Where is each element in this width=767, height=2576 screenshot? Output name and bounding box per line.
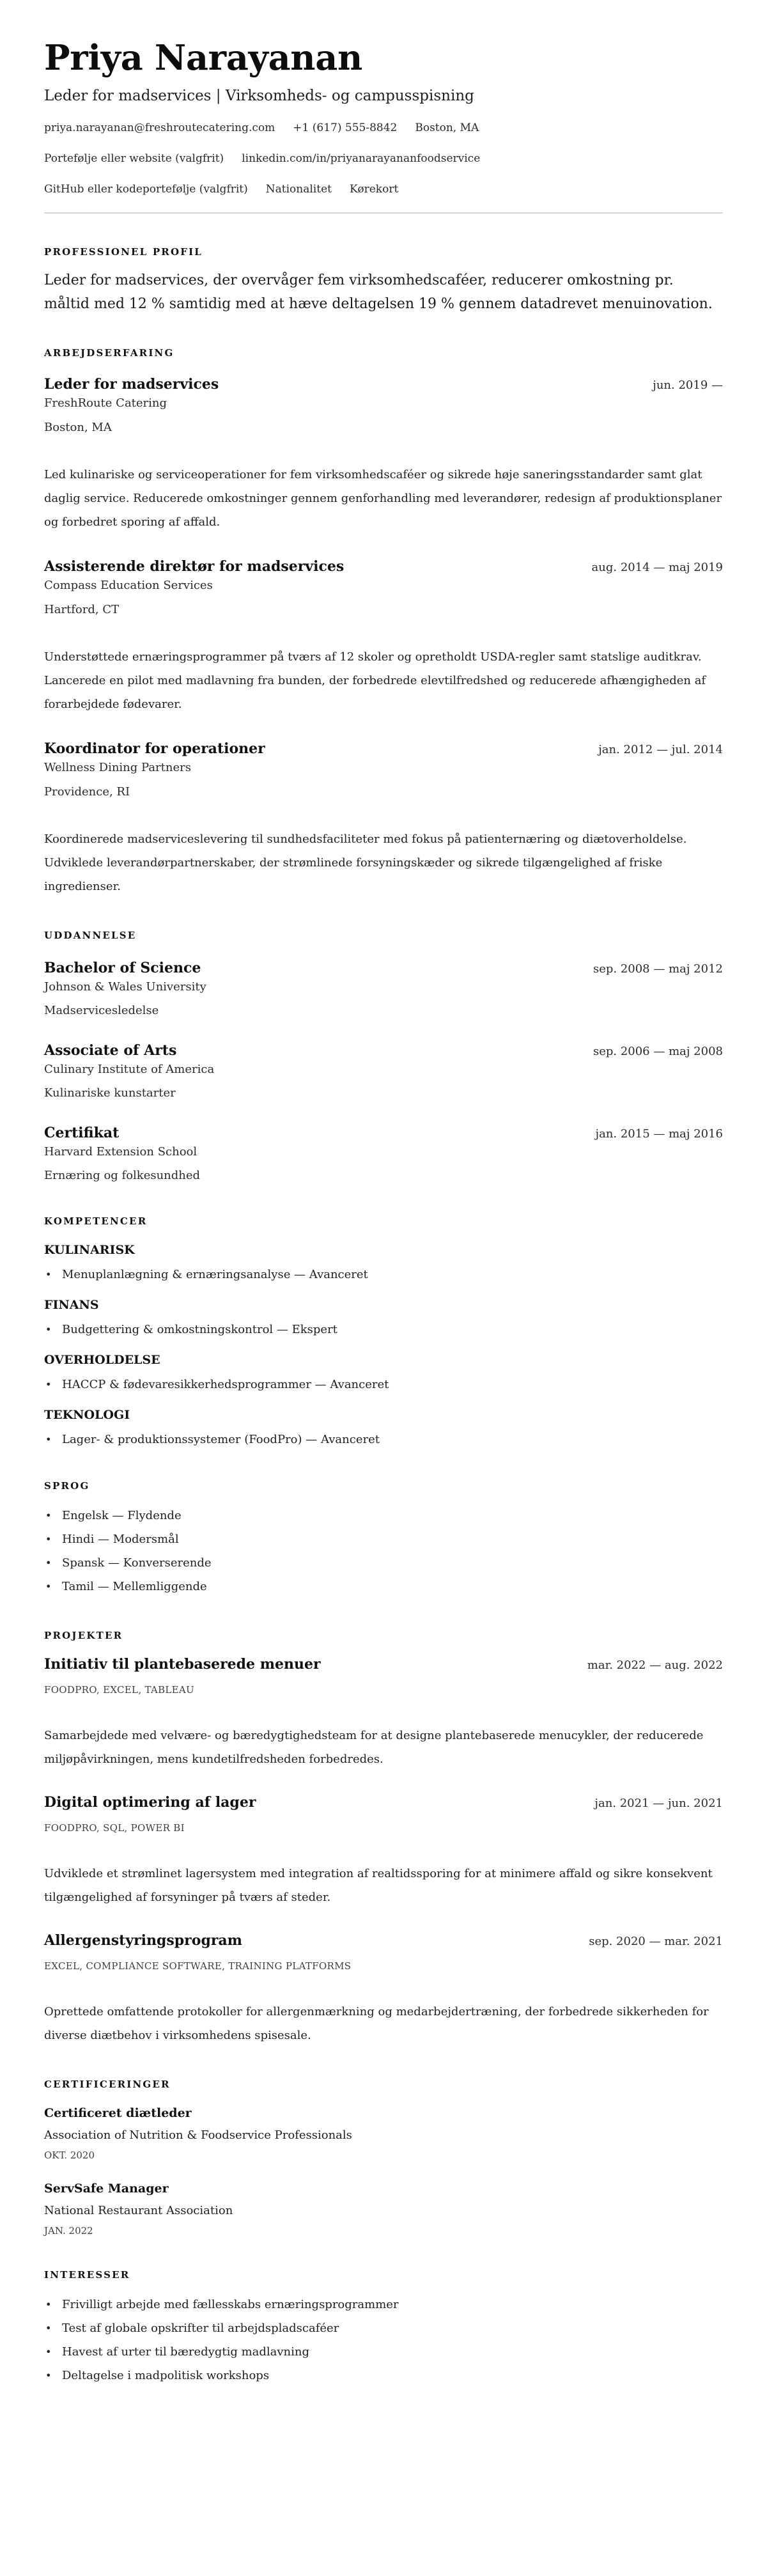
- project-tech-stack: FOODPRO, SQL, POWER BI: [44, 1822, 185, 1834]
- education-dates: sep. 2006 — maj 2008: [593, 1045, 723, 1058]
- contact-email[interactable]: priya.narayanan@freshroutecatering.com: [44, 121, 275, 134]
- interest-item: • Deltagelse i madpolitisk workshops: [44, 2364, 723, 2387]
- section-title-projects: PROJEKTER: [44, 1630, 123, 1641]
- job-location: Boston, MA: [44, 421, 112, 434]
- field-of-study: Ernæring og folkesundhed: [44, 1169, 201, 1182]
- interests-section: [44, 2268, 723, 2387]
- project-entry: [44, 1655, 723, 1771]
- project-name: Digital optimering af lager: [44, 1794, 256, 1811]
- field-of-study: Madservicesledelse: [44, 1004, 159, 1017]
- skill-group-technology: [44, 1407, 723, 1449]
- school-name: Johnson & Wales University: [44, 980, 206, 994]
- education-dates: sep. 2008 — maj 2012: [593, 962, 723, 976]
- contact-row-1: [44, 120, 723, 136]
- school-name: Culinary Institute of America: [44, 1063, 215, 1076]
- job-description: Led kulinariske og serviceoperationer for fem virksomhedscaféer og sikrede høje saneringsstandarder samt glat daglig service. Reducerede omkostninger gennem genforhandling med leverandører, redesign af produktionsplaner og forbedret sporing af affald.: [44, 468, 722, 529]
- resume-header: [44, 37, 723, 214]
- certification-date: JAN. 2022: [44, 2225, 93, 2236]
- skill-category: OVERHOLDELSE: [44, 1353, 160, 1367]
- experience-entry-header: [44, 557, 723, 576]
- languages-section: [44, 1479, 723, 1598]
- experience-entry-header: [44, 739, 723, 758]
- header-divider: [44, 212, 723, 214]
- section-title-languages: SPROG: [44, 1480, 90, 1492]
- project-tech-stack: EXCEL, COMPLIANCE SOFTWARE, TRAINING PLATFORMS: [44, 1960, 352, 1972]
- contact-block: [44, 120, 723, 197]
- contact-drivers-license: Kørekort: [349, 183, 399, 196]
- experience-entry-header: [44, 375, 723, 394]
- job-location: Hartford, CT: [44, 603, 120, 616]
- skill-item: • Menuplanlægning & ernæringsanalyse — Avanceret: [44, 1266, 723, 1284]
- project-entry: [44, 1931, 723, 2047]
- language-item: • Tamil — Mellemliggende: [44, 1575, 723, 1598]
- certification-issuer: National Restaurant Association: [44, 2204, 233, 2217]
- candidate-headline: Leder for madservices | Virksomheds- og campusspisning: [44, 88, 474, 104]
- contact-location: Boston, MA: [415, 121, 479, 134]
- candidate-name: Priya Narayanan: [44, 37, 362, 78]
- skill-item: • Budgettering & omkostningskontrol — Ekspert: [44, 1321, 723, 1339]
- project-name: Initiativ til plantebaserede menuer: [44, 1656, 321, 1673]
- contact-linkedin[interactable]: linkedin.com/in/priyanarayananfoodservice: [242, 152, 481, 165]
- certification-entry: [44, 2180, 723, 2238]
- degree-name: Certifikat: [44, 1125, 120, 1141]
- interest-item: • Frivilligt arbejde med fællesskabs ernæringsprogrammer: [44, 2293, 723, 2316]
- skill-category: FINANS: [44, 1298, 99, 1312]
- certification-name: Certificeret diætleder: [44, 2106, 192, 2120]
- experience-entry: [44, 375, 723, 534]
- skill-list: [44, 1376, 723, 1394]
- skill-item: • HACCP & fødevaresikkerhedsprogrammer — Avanceret: [44, 1376, 723, 1394]
- experience-section: [44, 347, 723, 898]
- education-entry: [44, 1041, 723, 1102]
- job-description: Koordinerede madserviceslevering til sundhedsfaciliteter med fokus på patienternæring og diætoverholdelse. Udviklede leverandørpartnerskaber, der strømlinede forsyningskæder og sikrede tilgængelighed af friske ingredienser.: [44, 832, 687, 893]
- education-section: [44, 929, 723, 1184]
- job-title: Assisterende direktør for madservices: [44, 558, 345, 575]
- job-location: Providence, RI: [44, 785, 130, 799]
- project-description: Udviklede et strømlinet lagersystem med integration af realtidssporing for at minimere affald og sikre konsekvent tilgængelighed af forsyninger på tværs af steder.: [44, 1867, 713, 1904]
- contact-portfolio[interactable]: Portefølje eller website (valgfrit): [44, 152, 224, 165]
- project-description: Oprettede omfattende protokoller for allergenmærkning og medarbejdertræning, der forbedrede sikkerheden for diverse diætbehov i virksomhedens spisesale.: [44, 2005, 709, 2042]
- skill-group-culinary: [44, 1242, 723, 1284]
- education-entry-header: [44, 1041, 723, 1060]
- job-dates: aug. 2014 — maj 2019: [591, 561, 723, 574]
- projects-section: [44, 1629, 723, 2047]
- education-entry: [44, 1123, 723, 1184]
- certification-issuer: Association of Nutrition & Foodservice Professionals: [44, 2128, 352, 2142]
- skill-list: [44, 1431, 723, 1449]
- project-entry-header: [44, 1931, 723, 1950]
- skill-list: [44, 1266, 723, 1284]
- job-company: FreshRoute Catering: [44, 396, 167, 410]
- language-list: [44, 1504, 723, 1598]
- contact-phone[interactable]: +1 (617) 555-8842: [293, 121, 398, 134]
- job-description: Understøttede ernæringsprogrammer på tværs af 12 skoler og opretholdt USDA-regler samt statslige auditkrav. Lancerede en pilot med madlavning fra bunden, der forbedrede elevtilfredshed og reducerede afhængigheden af forarbejdede fødevarer.: [44, 650, 706, 711]
- project-name: Allergenstyringsprogram: [44, 1932, 242, 1949]
- section-title-profile: PROFESSIONEL PROFIL: [44, 246, 203, 258]
- degree-name: Bachelor of Science: [44, 960, 201, 976]
- skill-list: [44, 1321, 723, 1339]
- project-description: Samarbejdede med velvære- og bæredygtighedsteam for at designe plantebaserede menucykler, der reducerede miljøpåvirkningen, mens kundetilfredsheden forbedredes.: [44, 1729, 704, 1766]
- skill-category: TEKNOLOGI: [44, 1408, 130, 1422]
- education-entry-header: [44, 1123, 723, 1143]
- section-title-education: UDDANNELSE: [44, 930, 137, 941]
- interest-item: • Test af globale opskrifter til arbejdspladscaféer: [44, 2316, 723, 2340]
- certification-entry: [44, 2105, 723, 2162]
- school-name: Harvard Extension School: [44, 1145, 198, 1159]
- education-entry-header: [44, 958, 723, 978]
- certification-name: ServSafe Manager: [44, 2182, 169, 2196]
- skill-group-finance: [44, 1297, 723, 1339]
- language-item: • Spansk — Konverserende: [44, 1551, 723, 1575]
- skills-section: [44, 1215, 723, 1449]
- profile-summary: Leder for madservices, der overvåger fem virksomhedscaféer, reducerer omkostning pr. måltid med 12 % samtidig med at hæve deltagelsen 19 % gennem datadrevet menuinovation.: [44, 272, 713, 312]
- interest-list: [44, 2293, 723, 2387]
- project-tech-stack: FOODPRO, EXCEL, TABLEAU: [44, 1684, 194, 1696]
- contact-github[interactable]: GitHub eller kodeportefølje (valgfrit): [44, 183, 248, 196]
- project-entry-header: [44, 1655, 723, 1674]
- contact-row-3: [44, 182, 723, 197]
- experience-entry: [44, 739, 723, 898]
- project-dates: jan. 2021 — jun. 2021: [594, 1797, 723, 1810]
- project-dates: mar. 2022 — aug. 2022: [587, 1659, 723, 1672]
- job-dates: jan. 2012 — jul. 2014: [598, 743, 723, 756]
- project-dates: sep. 2020 — mar. 2021: [589, 1935, 723, 1948]
- certifications-section: [44, 2078, 723, 2238]
- education-dates: jan. 2015 — maj 2016: [595, 1127, 723, 1141]
- project-entry: [44, 1793, 723, 1909]
- job-company: Wellness Dining Partners: [44, 761, 191, 774]
- field-of-study: Kulinariske kunstarter: [44, 1086, 176, 1100]
- job-dates: jun. 2019 —: [653, 379, 723, 392]
- job-title: Leder for madservices: [44, 376, 219, 393]
- contact-nationality: Nationalitet: [265, 183, 332, 196]
- contact-row-2: [44, 151, 723, 166]
- skill-category: KULINARISK: [44, 1243, 135, 1257]
- skill-item: • Lager- & produktionssystemer (FoodPro) — Avanceret: [44, 1431, 723, 1449]
- profile-section: [44, 246, 723, 316]
- section-title-skills: KOMPETENCER: [44, 1215, 148, 1227]
- language-item: • Engelsk — Flydende: [44, 1504, 723, 1527]
- language-item: • Hindi — Modersmål: [44, 1527, 723, 1551]
- certification-date: OKT. 2020: [44, 2150, 95, 2161]
- experience-entry: [44, 557, 723, 716]
- skill-group-compliance: [44, 1352, 723, 1394]
- project-entry-header: [44, 1793, 723, 1812]
- section-title-experience: ARBEJDSERFARING: [44, 347, 174, 359]
- degree-name: Associate of Arts: [44, 1042, 177, 1059]
- job-company: Compass Education Services: [44, 579, 213, 592]
- job-title: Koordinator for operationer: [44, 740, 265, 757]
- section-title-certifications: CERTIFICERINGER: [44, 2079, 171, 2090]
- education-entry: [44, 958, 723, 1019]
- interest-item: • Havest af urter til bæredygtig madlavning: [44, 2340, 723, 2364]
- section-title-interests: INTERESSER: [44, 2269, 130, 2281]
